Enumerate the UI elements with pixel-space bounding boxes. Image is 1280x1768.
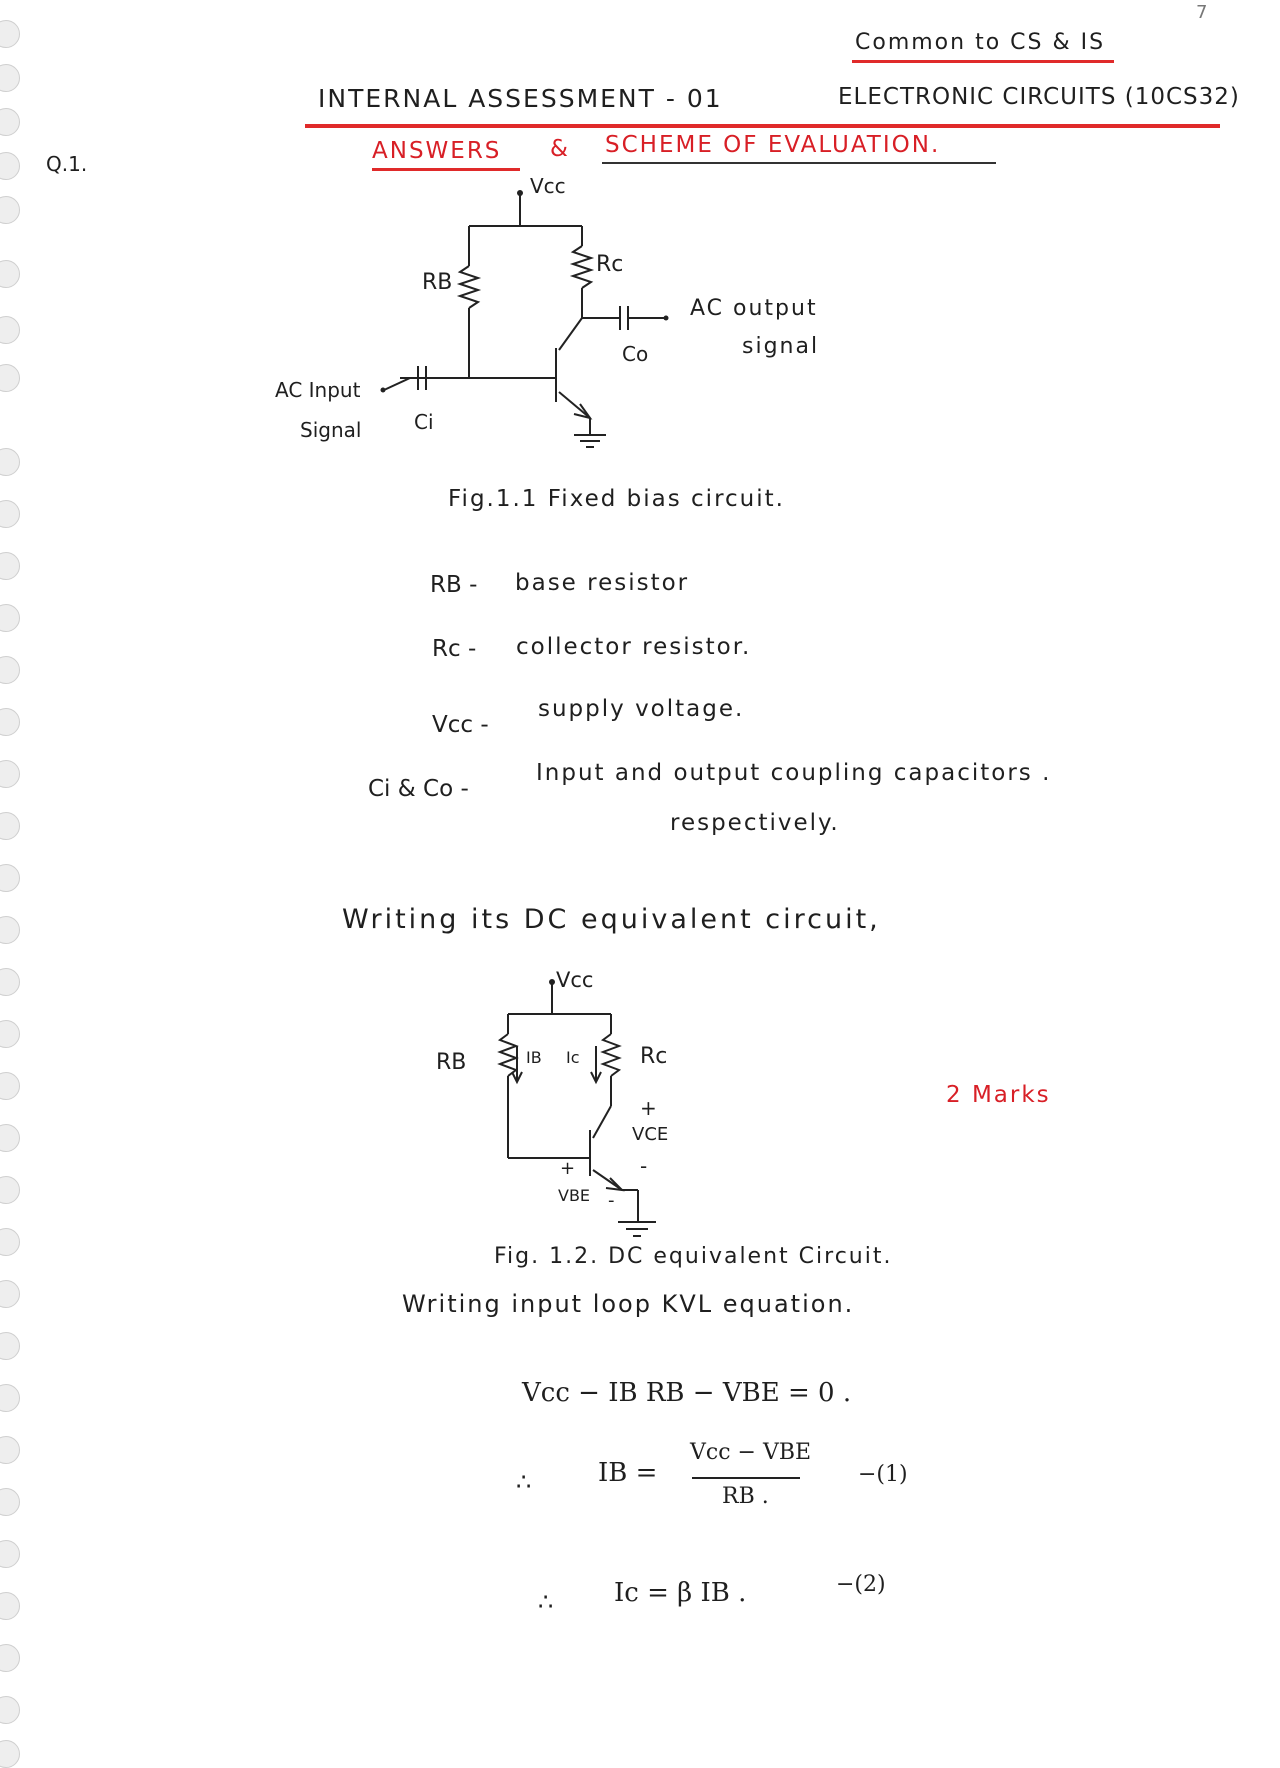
ib-denominator: RB . [722, 1484, 769, 1509]
fig2-vce-minus: - [640, 1154, 648, 1178]
fig2-vcc-label: Vcc [556, 968, 594, 992]
punch-hole [0, 1488, 20, 1516]
fig1-rc-label: Rc [596, 252, 624, 277]
fig1-signal-in-label: Signal [300, 418, 362, 442]
fig2-vbe-label: VBE [558, 1186, 591, 1205]
fig2-vbe-plus: + [560, 1158, 576, 1179]
fig2-rc-label: Rc [640, 1044, 668, 1069]
fig1-signal-out-label: signal [742, 334, 820, 359]
definition-text: Input and output coupling capacitors . [536, 760, 1052, 786]
question-label: Q.1. [46, 152, 88, 176]
definition-text: supply voltage. [538, 696, 745, 722]
fig2-vce-plus: + [640, 1096, 657, 1120]
fig1-co-label: Co [622, 342, 649, 366]
therefore-symbol-1: ∴ [516, 1468, 532, 1496]
definition-continuation: respectively. [670, 810, 840, 836]
punch-hole [0, 1592, 20, 1620]
punch-hole [0, 1332, 20, 1360]
punch-hole [0, 1384, 20, 1412]
kvl-equation: Vcc − IB RB − VBE = 0 . [522, 1378, 852, 1408]
page-number: 7 [1196, 2, 1208, 23]
marks-annotation: 2 Marks [946, 1082, 1051, 1108]
punch-hole [0, 1436, 20, 1464]
fig1-rb-label: RB [422, 270, 453, 295]
definition-symbol: Vcc - [432, 712, 489, 738]
subtitle-answers: ANSWERS [372, 138, 502, 164]
punch-hole [0, 1644, 20, 1672]
fig2-vbe-minus: - [608, 1190, 615, 1211]
definition-symbol: RB - [430, 572, 478, 598]
definition-text: base resistor [515, 570, 690, 596]
vcc-terminal [549, 979, 555, 985]
ib-fraction-bar [692, 1477, 800, 1479]
fig1-ci-label: Ci [414, 410, 434, 434]
fig1-vcc-label: Vcc [530, 174, 566, 198]
header-note: Common to CS & IS [855, 30, 1106, 55]
definition-text: collector resistor. [516, 634, 752, 660]
punch-hole [0, 1740, 20, 1768]
subtitle-scheme: SCHEME OF EVALUATION. [605, 132, 941, 158]
rb-resistor [500, 1034, 516, 1076]
punch-hole [0, 1696, 20, 1724]
definition-symbol: Rc - [432, 636, 477, 662]
ic-equation: Ic = β IB . [614, 1578, 747, 1608]
fig2-ic-label: Ic [566, 1048, 580, 1067]
therefore-symbol-2: ∴ [538, 1588, 554, 1616]
fig2-vce-label: VCE [632, 1124, 669, 1145]
ib-numerator: Vcc − VBE [690, 1440, 812, 1465]
fig1-ac-input-label: AC Input [275, 378, 361, 402]
punch-hole [0, 1540, 20, 1568]
kvl-intro: Writing input loop KVL equation. [402, 1290, 855, 1318]
header-right-title: ELECTRONIC CIRCUITS (10CS32) [838, 84, 1240, 110]
definition-symbol: Ci & Co - [368, 776, 469, 802]
equation-ref-1: −(1) [858, 1462, 908, 1487]
subtitle-ampersand: & [550, 136, 568, 162]
header-left-title: INTERNAL ASSESSMENT - 01 [318, 84, 723, 113]
fig2-caption: Fig. 1.2. DC equivalent Circuit. [494, 1244, 893, 1269]
fig1-caption: Fig.1.1 Fixed bias circuit. [448, 486, 785, 512]
equation-ref-2: −(2) [836, 1572, 886, 1597]
ib-lhs: IB = [598, 1458, 658, 1488]
fig2-rb-label: RB [436, 1050, 467, 1075]
rc-resistor [603, 1034, 619, 1076]
dc-circuit-intro: Writing its DC equivalent circuit, [342, 904, 881, 935]
fig1-ac-output-label: AC output [690, 296, 818, 321]
collector-lead [593, 1106, 611, 1138]
fig2-ib-label: IB [526, 1048, 542, 1067]
